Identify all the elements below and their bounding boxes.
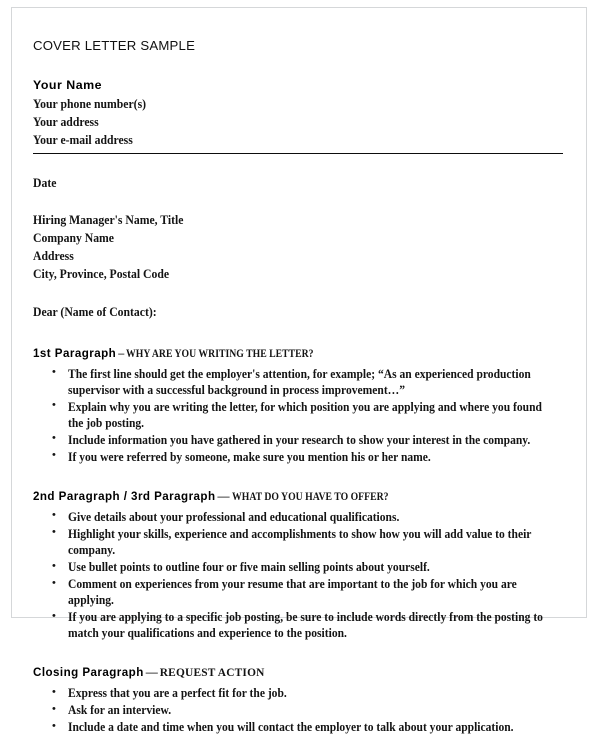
list-item: • Explain why you are writing the letter, for which position you are applying and where you found the job posting. — [33, 399, 574, 431]
list-item: • Express that you are a perfect fit for the job. — [33, 685, 574, 701]
bullet-list — [33, 366, 574, 465]
list-item: • Ask for an interview. — [33, 702, 574, 718]
recipient-address: Address — [33, 249, 74, 264]
recipient-block — [33, 212, 574, 284]
sender-email: Your e-mail address — [33, 132, 133, 147]
document-page — [11, 7, 587, 735]
list-item: • Highlight your skills, experience and accomplishments to show how you will add value to their company. — [33, 526, 574, 558]
recipient-city-province-postal: City, Province, Postal Code — [33, 266, 170, 281]
section-dash: – — [118, 345, 125, 360]
list-item: • Comment on experiences from your resume that are important to the job for which you are applying. — [33, 576, 574, 608]
list-item: • Include a date and time when you will contact the employer to talk about your application. — [33, 719, 574, 735]
recipient-company: Company Name — [33, 231, 115, 246]
section-label: Closing Paragraph — [33, 666, 144, 680]
sender-address: Your address — [33, 114, 99, 129]
date-line: Date — [33, 176, 57, 191]
section-closing-paragraph — [33, 662, 574, 735]
section-heading — [33, 343, 574, 364]
section-heading — [33, 662, 574, 683]
list-item: • Use bullet points to outline four or five main selling points about yourself. — [33, 559, 574, 575]
document-body — [33, 38, 574, 736]
list-item: • If you are applying to a specific job posting, be sure to include words directly from the posting to match your qualifications and experience to the position. — [33, 609, 574, 641]
sender-name: Your Name — [33, 77, 102, 92]
sender-block — [33, 77, 574, 150]
section-caption: WHY ARE YOU WRITING THE LETTER? — [126, 346, 314, 360]
section-caption: WHAT DO YOU HAVE TO OFFER? — [231, 489, 388, 503]
section-first-paragraph — [33, 343, 574, 465]
section-caption: REQUEST ACTION — [159, 667, 265, 680]
list-item: • Include information you have gathered in your research to show your interest in the company. — [33, 432, 574, 448]
header-divider — [33, 153, 563, 154]
section-label: 1st Paragraph — [33, 346, 117, 360]
section-label: 2nd Paragraph / 3rd Paragraph — [33, 489, 216, 503]
recipient-name-title: Hiring Manager's Name, Title — [33, 213, 184, 228]
sender-phone: Your phone number(s) — [33, 96, 147, 111]
bullet-list — [33, 685, 574, 735]
section-dash: — — [145, 665, 158, 680]
list-item: • If you were referred by someone, make sure you mention his or her name. — [33, 449, 574, 465]
section-dash: — — [217, 488, 230, 503]
list-item: • The first line should get the employer's attention, for example; “As an experienced production supervisor with a successful background in process improvement…” — [33, 366, 574, 398]
list-item: • Give details about your professional and educational qualifications. — [33, 509, 574, 525]
page-title: COVER LETTER SAMPLE — [33, 38, 196, 53]
section-heading — [33, 486, 574, 507]
salutation: Dear (Name of Contact): — [33, 304, 157, 319]
section-second-third-paragraph — [33, 486, 574, 641]
bullet-list — [33, 509, 574, 642]
